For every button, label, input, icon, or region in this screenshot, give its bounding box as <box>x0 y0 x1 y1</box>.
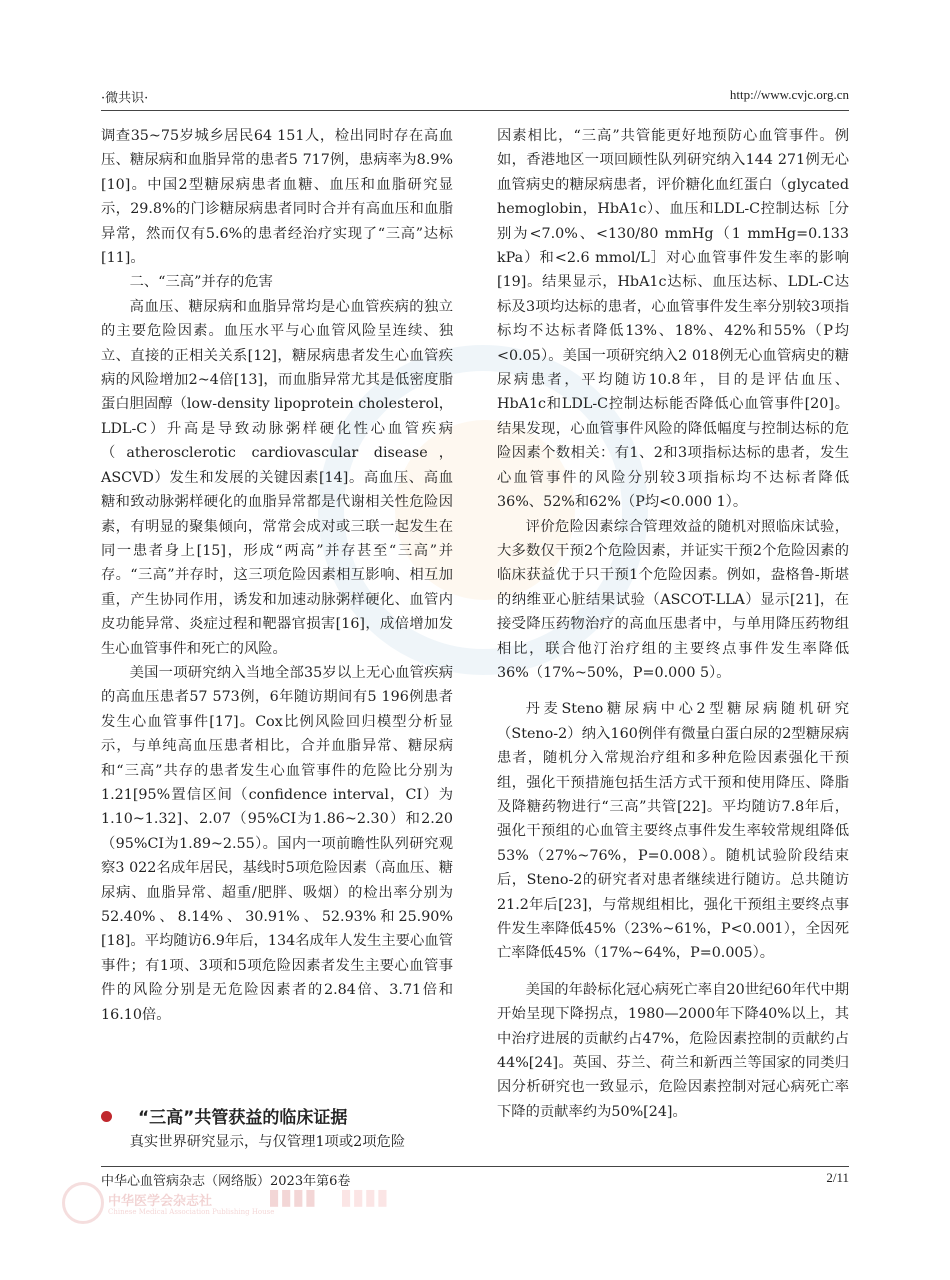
header-divider <box>101 110 849 111</box>
paragraph-gap <box>497 685 849 697</box>
paragraph: 丹麦Steno糖尿病中心2型糖尿病随机研究（Steno-2）纳入160例伴有微量白蛋白尿的2型糖尿病患者，随机分入常规治疗组和多种危险因素强化干预组，强化干预措施包括生活方式干预和使用降压、降脂及降糖药物进行“三高”共管[22]。平均随访7.8年后，强化干预组的心血管主要终点事件发生率较常规组降低53%（27%~76%，P=0.008）。随机试验阶段结束后，Steno-2的研究者对患者继续进行随访。总共随访21.2年后[23]，与常规组相比，强化干预组主要终点事件发生率降低45%（23%~61%，P<0.001），全因死亡率降低45%（17%~64%，P=0.005）。 <box>497 701 849 962</box>
left-column <box>101 124 453 1027</box>
publisher-mark: ▮▮▮▮ <box>268 1184 317 1210</box>
running-header-url[interactable]: http://www.cvjc.org.cn <box>729 87 849 102</box>
paragraph: 美国一项研究纳入当地全部35岁以上无心血管疾病的高血压患者57 573例，6年随访期间有5 196例患者发生心血管事件[17]。Cox比例风险回归模型分析显示，与单纯高血压患者相比，合并血脂异常、糖尿病和“三高”共存的患者发生心血管事件的危险比分别为1.21[95%置信区间（confidence interval，CI）为1.10~1.32]、2.07（95%CI为1.86~2.30）和2.20（95%CI为1.89~2.55）。国内一项前瞻性队列研究观察3 022名成年居民，基线时5项危险因素（高血压、糖尿病、血脂异常、超重/肥胖、吸烟）的检出率分别为52.40%、8.14%、30.91%、52.93%和25.90%[18]。平均随访6.9年后，134名成年人发生主要心血管事件；有1项、3项和5项危险因素者发生主要心血管事件的风险分别是无危险因素者的2.84倍、3.71倍和16.10倍。 <box>101 664 453 1023</box>
running-header-section: ·微共识· <box>101 91 149 106</box>
journal-citation: 中华心血管病杂志（网络版）2023年第6卷 <box>101 1174 351 1189</box>
section-first-line: 真实世界研究显示，与仅管理1项或2项危险 <box>129 1134 406 1150</box>
page-number: 2/11 <box>826 1170 849 1185</box>
publisher-name-en: Chinese Medical Association Publishing House <box>108 1208 275 1216</box>
publisher-mark: ▮▮▮▮ <box>340 1184 389 1210</box>
paragraph: 调查35~75岁城乡居民64 151人，检出同时存在高血压、糖尿病和血脂异常的患者5 717例，患病率为8.9%[10]。中国2型糖尿病患者血糖、血压和血脂研究显示，29.8%的门诊糖尿病患者同时合并有高血压和血脂异常，然而仅有5.6%的患者经治疗实现了“三高”达标[11]。 <box>101 128 453 267</box>
footer-divider <box>101 1166 849 1167</box>
paragraph: 评价危险因素综合管理效益的随机对照临床试验，大多数仅干预2个危险因素，并证实干预2个危险因素的临床获益优于只干预1个危险因素。例如，盎格鲁-斯堪的纳维亚心脏结果试验（ASCOT-LLA）显示[21]，在接受降压药物治疗的高血压患者中，与单用降压药物组相比，联合他汀治疗组的主要终点事件发生率降低36%（17%~50%，P=0.000 5）。 <box>497 518 849 681</box>
bullet-dot-icon <box>101 1111 112 1122</box>
paragraph-gap <box>497 966 849 978</box>
paragraph: 高血压、糖尿病和血脂异常均是心血管疾病的独立的主要危险因素。血压水平与心血管风险呈连续、独立、直接的正相关关系[12]，糖尿病患者发生心血管疾病的风险增加2~4倍[13]，而血脂异常尤其是低密度脂蛋白胆固醇（low-density lipoprotein cholesterol，LDL-C）升高是导致动脉粥样硬化性心血管疾病（atherosclerotic cardiovascular disease，ASCVD）发生和发展的关键因素[14]。高血压、高血糖和致动脉粥样硬化的血脂异常都是代谢相关性危险因素，有明显的聚集倾向，常常会成对或三联一起发生在同一患者身上[15]，形成“两高”并存甚至“三高”并存。“三高”并存时，这三项危险因素相互影响、相互加重，产生协同作用，诱发和加速动脉粥样硬化、血管内皮功能异常、炎症过程和靶器官损害[16]，成倍增加发生心血管事件和死亡的风险。 <box>101 298 453 657</box>
paragraph: 因素相比，“三高”共管能更好地预防心血管事件。例如，香港地区一项回顾性队列研究纳入144 271例无心血管病史的糖尿病患者，评价糖化血红蛋白（glycated hemoglobin，HbA1c）、血压和LDL-C控制达标［分别为<7.0%、<130/80 mmHg（1 mmHg=0.133 kPa）和<2.6 mmol/L］对心血管事件发生率的影响[19]。结果显示，HbA1c达标、血压达标、LDL-C达标及3项均达标的患者，心血管事件发生率分别较3项指标均不达标者降低13%、18%、42%和55%（P均<0.05）。美国一项研究纳入2 018例无心血管病史的糖尿病患者，平均随访10.8年，目的是评估血压、HbA1c和LDL-C控制达标能否降低心血管事件[20]。结果发现，心血管事件风险的降低幅度与控制达标的危险因素个数相关：有1、2和3项指标达标的患者，发生心血管事件的风险分别较3项指标均不达标者降低36%、52%和62%（P均<0.000 1）。 <box>497 128 849 511</box>
subsection-heading: 二、“三高”并存的危害 <box>129 274 273 291</box>
right-column <box>497 124 849 1124</box>
paragraph: 美国的年龄标化冠心病死亡率自20世纪60年代中期开始呈现下降拐点，1980—2000年下降40%以上，其中治疗进展的贡献约占47%，危险因素控制的贡献约占44%[24]。英国、芬兰、荷兰和新西兰等国家的同类归因分析研究也一致显示，危险因素控制对冠心病死亡率下降的贡献率约为50%[24]。 <box>497 981 849 1120</box>
section-heading: “三高”共管获益的临床证据 <box>101 1103 347 1128</box>
publisher-name: 中华医学会杂志社 <box>108 1194 213 1209</box>
publisher-logo-icon <box>62 1182 104 1224</box>
